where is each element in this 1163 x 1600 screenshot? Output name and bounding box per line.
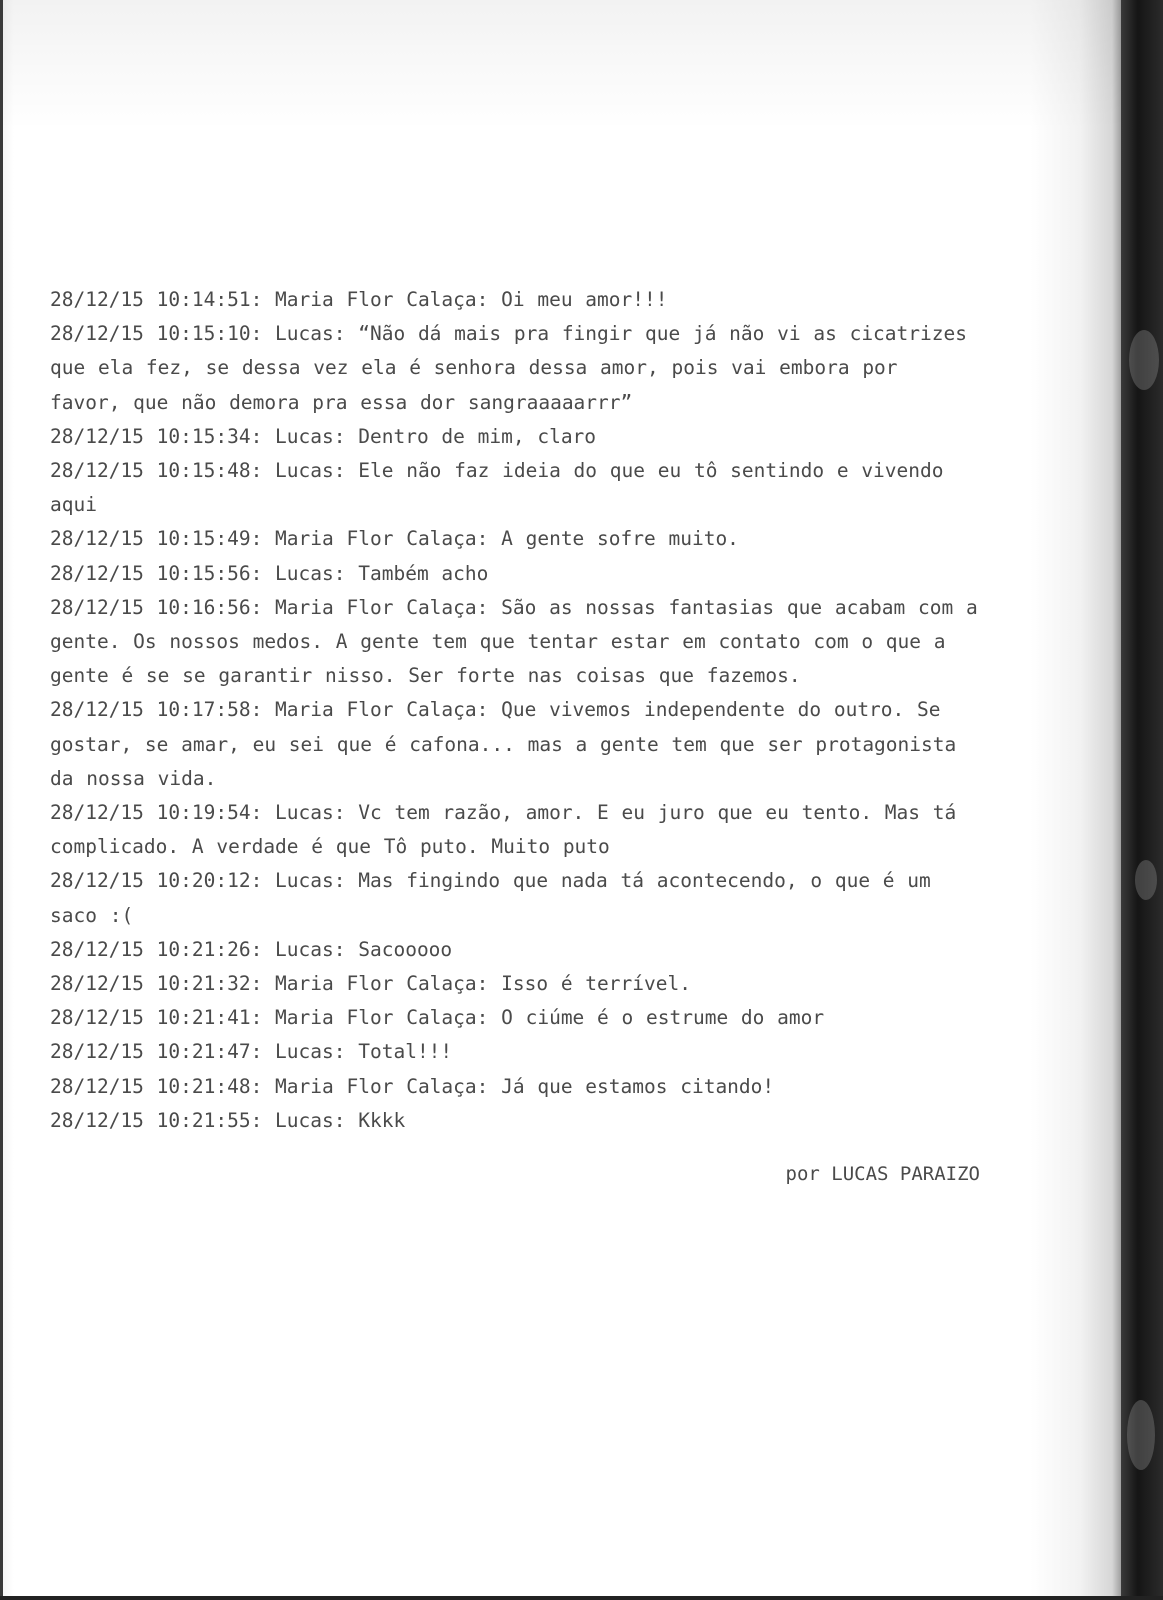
author-signature: por LUCAS PARAIZO	[785, 1163, 980, 1185]
page-top-shadow	[0, 0, 1163, 130]
chat-message: 28/12/15 10:15:10: Lucas: “Não dá mais pra fingir que já não vi as cicatrizes que ela fez, se dessa vez ela é senhora dessa amor, pois vai embora por favor, que não demora pra essa dor sangraaaaarrr”	[50, 322, 967, 414]
chat-message: 28/12/15 10:21:47: Lucas: Total!!!	[50, 1040, 453, 1064]
chat-message: 28/12/15 10:21:26: Lucas: Sacooooo	[50, 937, 453, 961]
chat-message: 28/12/15 10:15:49: Maria Flor Calaça: A gente sofre muito.	[50, 527, 739, 551]
chat-transcript	[50, 283, 980, 1138]
chat-message: 28/12/15 10:14:51: Maria Flor Calaça: Oi meu amor!!!	[50, 288, 668, 311]
chat-message: 28/12/15 10:17:58: Maria Flor Calaça: Que vivemos independente do outro. Se gostar, se amar, eu sei que é cafona... mas a gente tem que ser protagonista da nossa vida.	[50, 698, 957, 790]
chat-message: 28/12/15 10:21:41: Maria Flor Calaça: O ciúme é o estrume do amor	[50, 1006, 825, 1030]
chat-message: 28/12/15 10:16:56: Maria Flor Calaça: São as nossas fantasias que acabam com a gente. Os nossos medos. A gente tem que tentar estar em contato com o que a gente é se se garantir nisso. Ser forte nas coisas que fazemos.	[50, 595, 978, 688]
chat-message: 28/12/15 10:15:56: Lucas: Também acho	[50, 561, 489, 585]
page-left-edge	[0, 0, 3, 1600]
chat-message: 28/12/15 10:15:34: Lucas: Dentro de mim, claro	[50, 424, 597, 448]
page-bottom-edge	[0, 1596, 1163, 1600]
facing-page-strip	[1121, 0, 1163, 1600]
chat-message: 28/12/15 10:19:54: Lucas: Vc tem razão, amor. E eu juro que eu tento. Mas tá complicado. A verdade é que Tô puto. Muito puto	[50, 801, 957, 859]
chat-message: 28/12/15 10:15:48: Lucas: Ele não faz ideia do que eu tô sentindo e vivendo aqui	[50, 459, 944, 517]
chat-message: 28/12/15 10:21:32: Maria Flor Calaça: Isso é terrível.	[50, 972, 691, 996]
chat-message: 28/12/15 10:21:48: Maria Flor Calaça: Já que estamos citando!	[50, 1074, 775, 1098]
chat-message: 28/12/15 10:20:12: Lucas: Mas fingindo que nada tá acontecendo, o que é um saco :(	[50, 869, 931, 927]
chat-message: 28/12/15 10:21:55: Lucas: Kkkk	[50, 1108, 406, 1132]
